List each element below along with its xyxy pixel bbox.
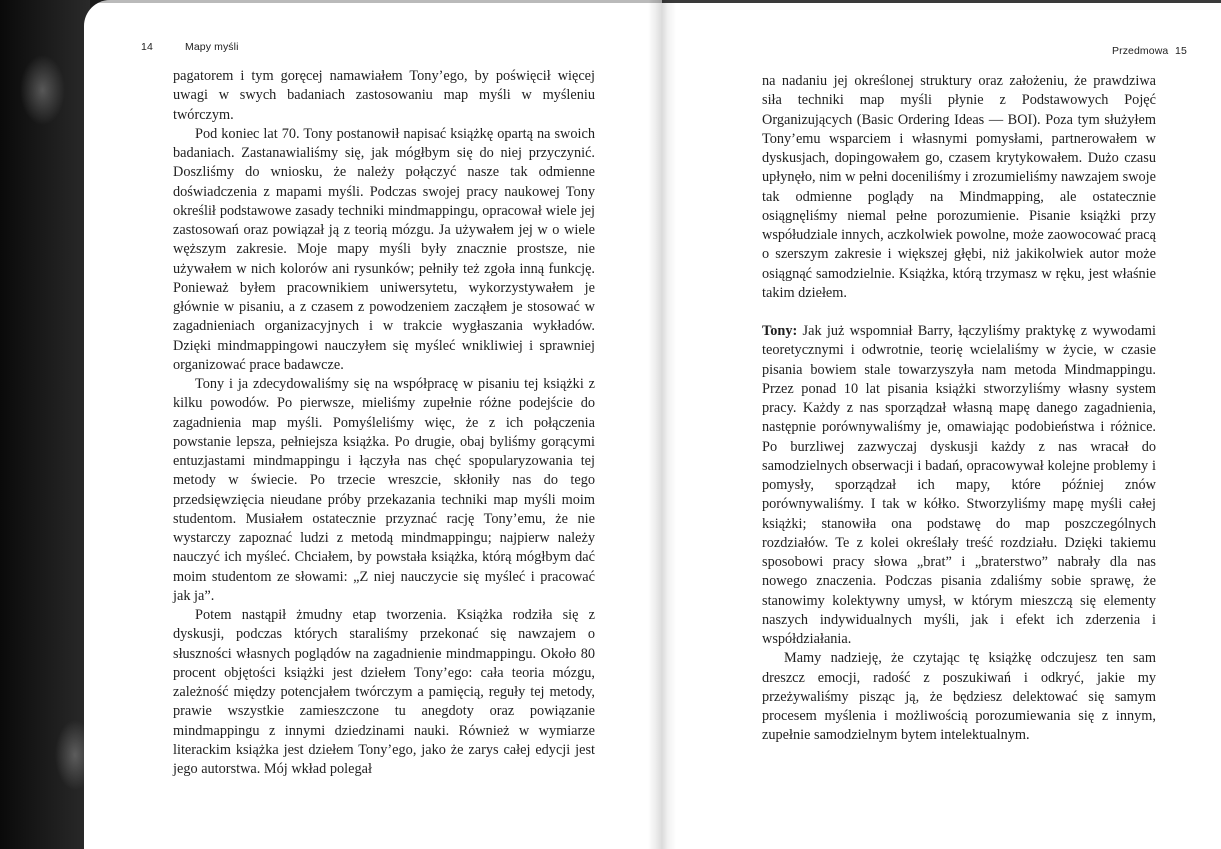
page-top-edge: [662, 0, 1221, 3]
left-gutter-shadow: [648, 0, 662, 849]
left-page-number: 14: [141, 41, 153, 53]
left-running-head: Mapy myśli: [185, 41, 239, 53]
left-paragraph: pagatorem i tym goręcej namawiałem Tony’ego, by poświęcił więcej uwagi w swych badaniach zastosowaniu map myśli w myśleniu twórczym.: [173, 68, 595, 123]
left-page: [84, 0, 662, 849]
right-paragraph-tony: [762, 322, 1156, 649]
left-paragraph: Tony i ja zdecydowaliśmy się na współpracę w pisaniu tej książki z kilku powodów. Po pierwsze, mieliśmy zupełnie różne podejście do zagadnienia map myśli. Pomyśleliśmy więc, że z ich połączenia powstanie lepsza, pełniejsza książka. Po drugie, obaj byliśmy gorącymi entuzjastami mindmappingu i łączyła nas chęć spopularyzowania tej metody w świecie. Po trzecie wreszcie, skłoniły nas do tego przedsięwzięcia nieudane próby przekazania techniki map myśli moim studentom. Musiałem ostatecznie przyznać rację Tony’emu, że nie wystarczy zapoznać ludzi z metodą mindmappingu; najpierw należy nauczyć ich myśleć. Chciałem, by powstała książka, którą mógłbym dać moim studentom ze słowami: „Z niej nauczycie się myśleć i pracować jak ja”.: [173, 376, 595, 604]
paragraph-spacer: [762, 303, 1156, 322]
left-paragraph: Potem nastąpił żmudny etap tworzenia. Książka rodziła się z dyskusji, podczas których staraliśmy przekonać się nawzajem o słuszności własnych poglądów na zagadnienie mindmappingu. Około 80 procent objętości książki jest dziełem Tony’ego: cała teoria mózgu, zależność między potencjałem twórczym a pamięcią, reguły tej metody, prawie wszystkie zamieszczone tu anegdoty oraz powiązanie mindmappingu z innymi dziedzinami nauki. Również w wymiarze literackim książka jest dziełem Tony’ego, jako że zarys całej edycji jest jego autorstwa. Mój wkład polegał: [173, 607, 595, 777]
scan-smudge-top: [20, 55, 65, 125]
right-paragraph-text: Jak już wspomniał Barry, łączyliśmy praktykę z wywodami teoretycznymi i odwrotnie, teorię wcielaliśmy w życie, w czasie pisania bowiem stale towarzyszyła nam metoda Mindmappingu. Przez ponad 10 lat pisania książki stworzyliśmy własny system pracy. Każdy z nas sporządzał własną mapę danego zagadnienia, następnie porównywaliśmy je, omawiając podobieństwa i różnice. Po burzliwej zazwyczaj dyskusji każdy z nas wracał do samodzielnych obserwacji i badań, opracowywał kolejne problemy i pomysły, sporządzał ich mapy, które później znów porównywaliśmy. I tak w kółko. Stworzyliśmy mapę myśli całej książki; stanowiła ona podstawę do map poszczególnych rozdziałów. Te z kolei określały treść rozdziału. Dzięki takiemu sposobowi pracy słowa „brat” i „braterstwo” nabrały dla nas nowego znaczenia. Podczas pisania zdaliśmy sobie sprawę, że stanowimy kolektywny umysł, w którym mieszczą się elementy naszych indywidualnych myśli, jak i efekt ich zderzenia i współdziałania.: [762, 323, 1156, 647]
left-paragraph: Pod koniec lat 70. Tony postanowił napisać książkę opartą na swoich badaniach. Zastanawialiśmy się, jak mógłbym się do niej przyczynić. Doszliśmy do wniosku, że należy połączyć nasze tak odmienne doświadczenia z mapami myśli. Podczas swojej pracy naukowej Tony określił podstawowe zasady techniki mindmappingu, opracował wiele jej zastosowań oraz powiązał ją z teorią mózgu. Ja używałem jej w o wiele węższym zakresie. Moje mapy myśli były znacznie prostsze, nie używałem w nich kolorów ani rysunków; pełniły też zgoła inną funkcję. Ponieważ byłem pracownikiem uniwersytetu, wykorzystywałem je głównie w pisaniu, a z czasem z powodzeniem zacząłem je stosować w zagadnieniach organizacyjnych i w trakcie wygłaszania wykładów. Dzięki mindmappingowi nauczyłem się myśleć wnikliwiej i sprawniej organizować prace badawcze.: [173, 125, 595, 373]
right-running-head: Przedmowa: [1112, 45, 1169, 57]
right-page-number: 15: [1175, 45, 1187, 57]
right-paragraph: na nadaniu jej określonej struktury oraz założeniu, że prawdziwa siła techniki map myśli płynie z Podstawowych Pojęć Organizujących (Basic Ordering Ideas — BOI). Poza tym służyłem Tony’emu wsparciem i własnymi pomysłami, partnerowałem w dyskusjach, dopingowałem go, czasem krytykowałem. Dużo czasu upłynęło, nim w pełni doceniliśmy i zrozumieliśmy nawzajem swoje tak odmienne poglądy na Mindmapping, ale ostatecznie osiągnęliśmy niemal pełne porozumienie. Pisanie książki przy współudziale innych, aczkolwiek powolne, może zaowocować pracą o szerszym zakresie i większej głębi, niż jakikolwiek autor może osiągnąć samodzielnie. Książka, którą trzymasz w ręku, jest właśnie takim dziełem.: [762, 73, 1156, 301]
right-gutter-shadow: [662, 0, 676, 849]
speaker-label: Tony:: [762, 323, 798, 339]
page-top-edge: [84, 0, 662, 3]
left-body-text: [173, 67, 595, 779]
right-page: [662, 0, 1221, 849]
right-body-text: [762, 72, 1156, 746]
right-paragraph: Mamy nadzieję, że czytając tę książkę odczujesz ten sam dreszcz emocji, radość z poszukiwań i odkryć, jakie my przeżywaliśmy pisząc ją, że będziesz delektować się samym procesem myślenia i możliwością porozumiewania się z innym, zupełnie samodzielnym bytem intelektualnym.: [762, 650, 1156, 744]
